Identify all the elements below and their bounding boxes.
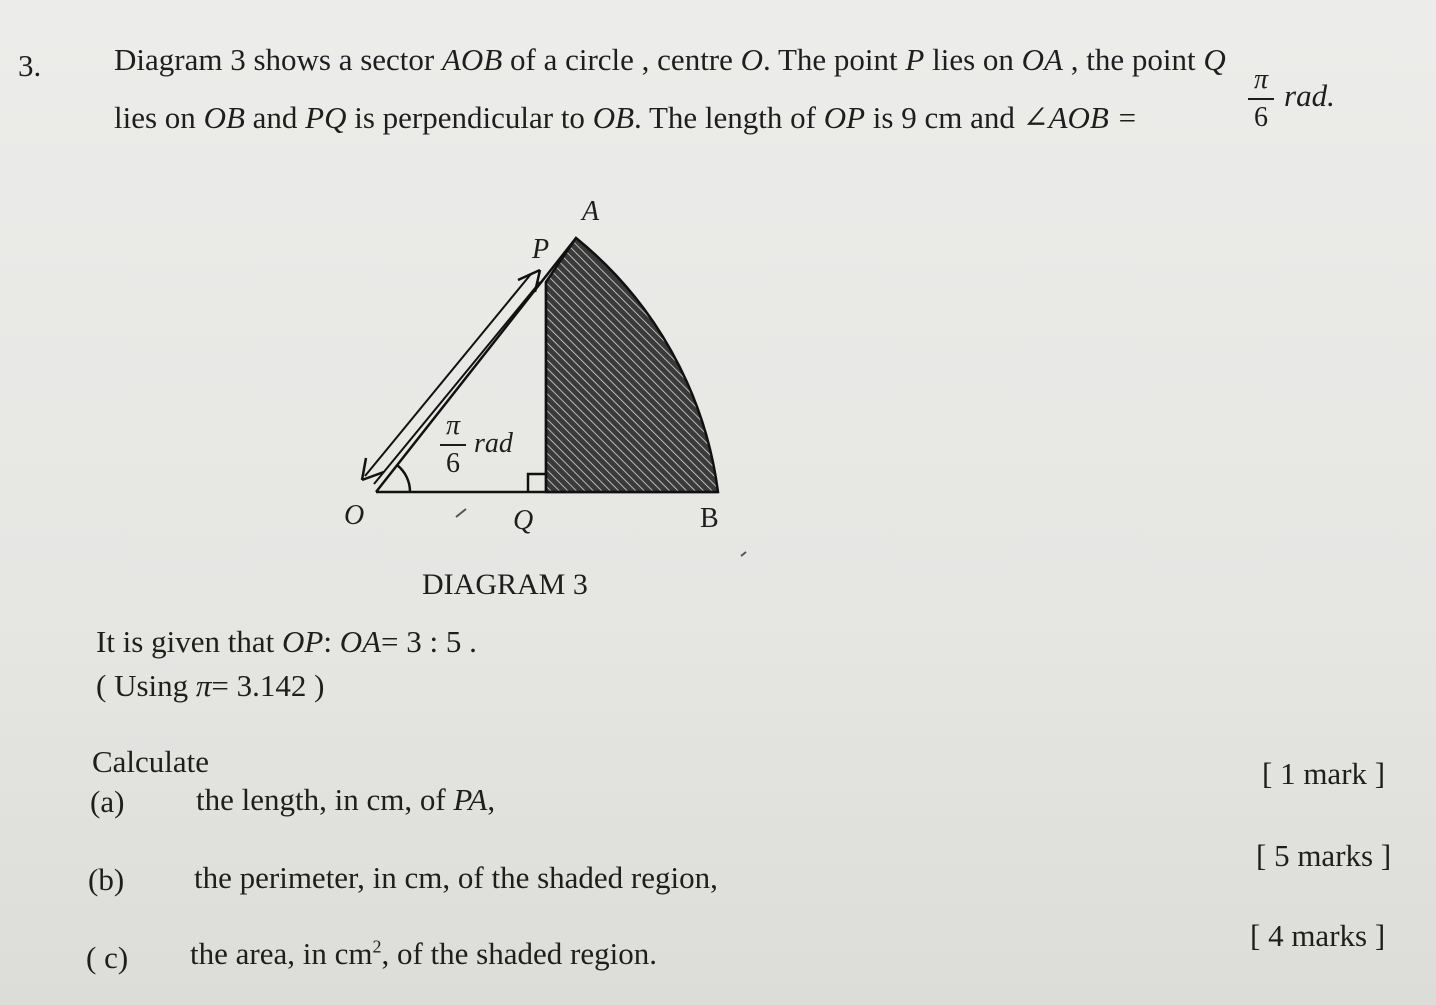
question-number: 3. — [18, 48, 42, 83]
label-a: A — [582, 196, 600, 227]
label-b: B — [700, 503, 719, 534]
diagram-caption: DIAGRAM 3 — [422, 568, 588, 601]
part-b-text: the perimeter, in cm, of the shaded region, — [194, 860, 718, 895]
angle-fraction: π 6 — [1248, 66, 1274, 132]
diagram-angle-fraction: π 6 — [440, 412, 466, 478]
label-o: O — [344, 500, 365, 531]
part-c-text: the area, in $cm^2$, of the shaded region. — [190, 936, 657, 971]
part-a-marks: [ 1 mark ] — [1262, 756, 1386, 791]
shaded-region — [546, 238, 718, 492]
part-c-marks: [ 4 marks ] — [1250, 918, 1386, 953]
calculate-heading: Calculate — [92, 744, 210, 779]
angle-arc — [397, 465, 410, 492]
rad-unit: rad. — [1284, 78, 1335, 113]
question-line-2: lies on OB and PQ is perpendicular to OB. The length of OP is 9 cm and ∠AOB = — [114, 100, 1138, 135]
label-p: P — [532, 234, 550, 265]
right-angle-marker — [528, 474, 546, 492]
part-c-label: ( c) — [86, 940, 129, 975]
part-a-label: (a) — [90, 784, 125, 819]
part-a-text: the length, in cm, of PA, — [196, 782, 496, 817]
part-b-marks: [ 5 marks ] — [1256, 838, 1392, 873]
part-b-label: (b) — [88, 862, 125, 897]
given-pi: ( Using π= 3.142 ) — [96, 668, 325, 703]
question-line-1: Diagram 3 shows a sector AOB of a circle , centre O. The point P lies on OA , the point Q — [114, 42, 1226, 77]
given-ratio: It is given that OP: OA= 3 : 5 . — [96, 624, 477, 659]
diagram-angle-unit: rad — [474, 428, 513, 459]
arrowhead-top — [518, 270, 540, 292]
label-q: Q — [513, 505, 534, 536]
